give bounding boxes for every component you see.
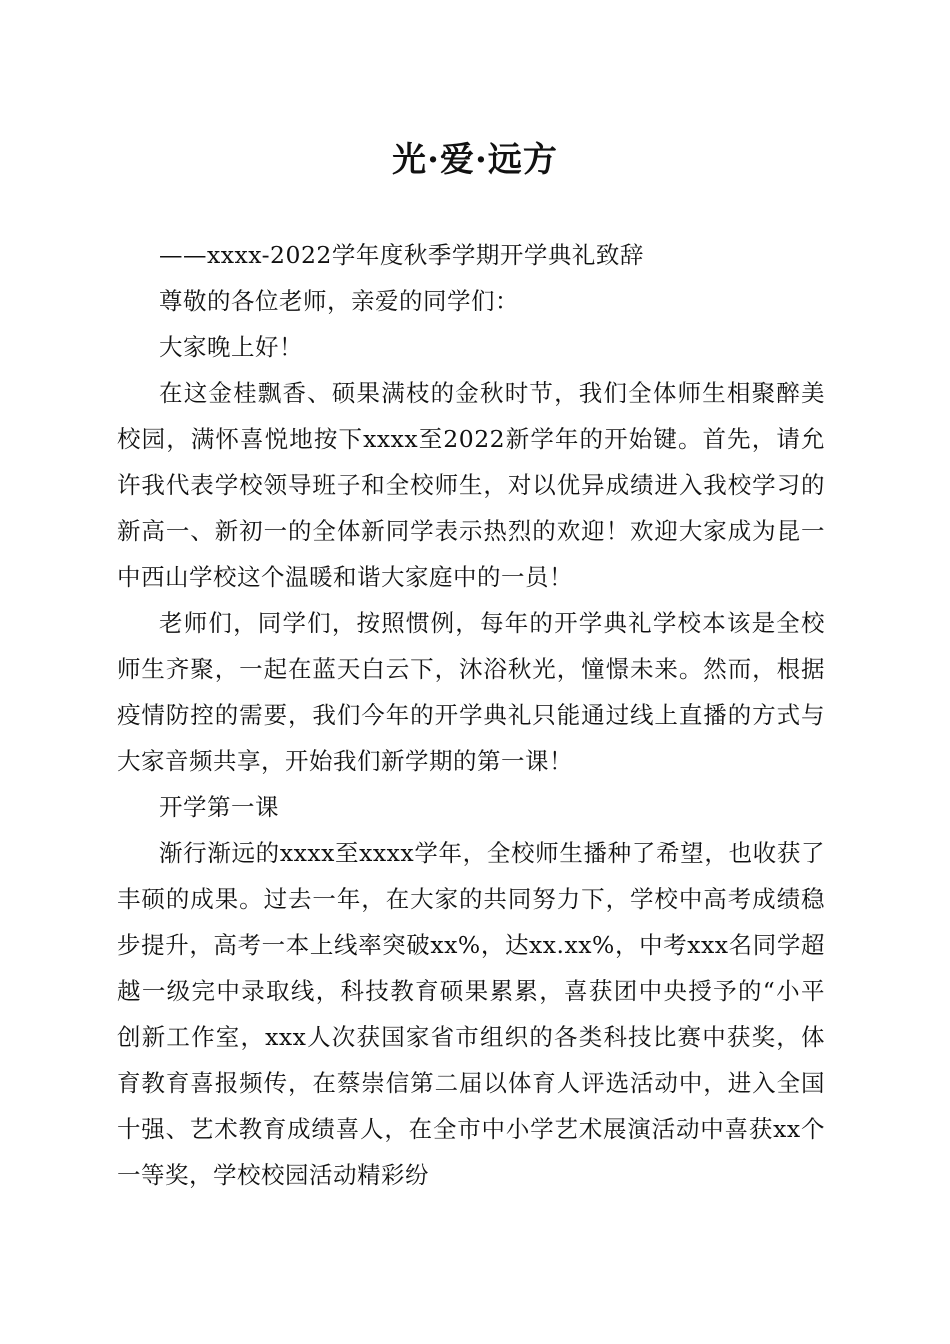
salutation-paragraph: 尊敬的各位老师，亲爱的同学们：	[159, 287, 519, 315]
body-paragraph: 老师们，同学们，按照惯例，每年的开学典礼学校本该是全校师生齐聚，一起在蓝天白云下，沐浴秋光，憧憬未来。然而，根据疫情防控的需要，我们今年的开学典礼只能通过线上直播的方式与大家音频共享，开始我们新学期的第一课！	[117, 609, 825, 775]
subtitle-paragraph: ——xxxx-2022学年度秋季学期开学典礼致辞	[159, 241, 644, 269]
document-title: 光·爱·远方	[392, 140, 558, 180]
document-body	[117, 232, 825, 1198]
greeting-paragraph: 大家晚上好！	[159, 333, 303, 361]
body-paragraph: 在这金桂飘香、硕果满枝的金秋时节，我们全体师生相聚醉美校园，满怀喜悦地按下xxxx至2022新学年的开始键。首先，请允许我代表学校领导班子和全校师生，对以优异成绩进入我校学习的新高一、新初一的全体新同学表示热烈的欢迎！欢迎大家成为昆一中西山学校这个温暖和谐大家庭中的一员！	[117, 379, 825, 591]
section-heading: 开学第一课	[159, 793, 279, 821]
body-paragraph: 渐行渐远的xxxx至xxxx学年，全校师生播种了希望，也收获了丰硕的成果。过去一年，在大家的共同努力下，学校中高考成绩稳步提升，高考一本上线率突破xx%，达xx.xx%，中考xxx名同学超越一级完中录取线，科技教育硕果累累，喜获团中央授予的“小平创新工作室，xxx人次获国家省市组织的各类科技比赛中获奖，体育教育喜报频传，在蔡崇信第二届以体育人评选活动中，进入全国十强、艺术教育成绩喜人，在全市中小学艺术展演活动中喜获xx个一等奖，学校校园活动精彩纷	[117, 839, 825, 1189]
